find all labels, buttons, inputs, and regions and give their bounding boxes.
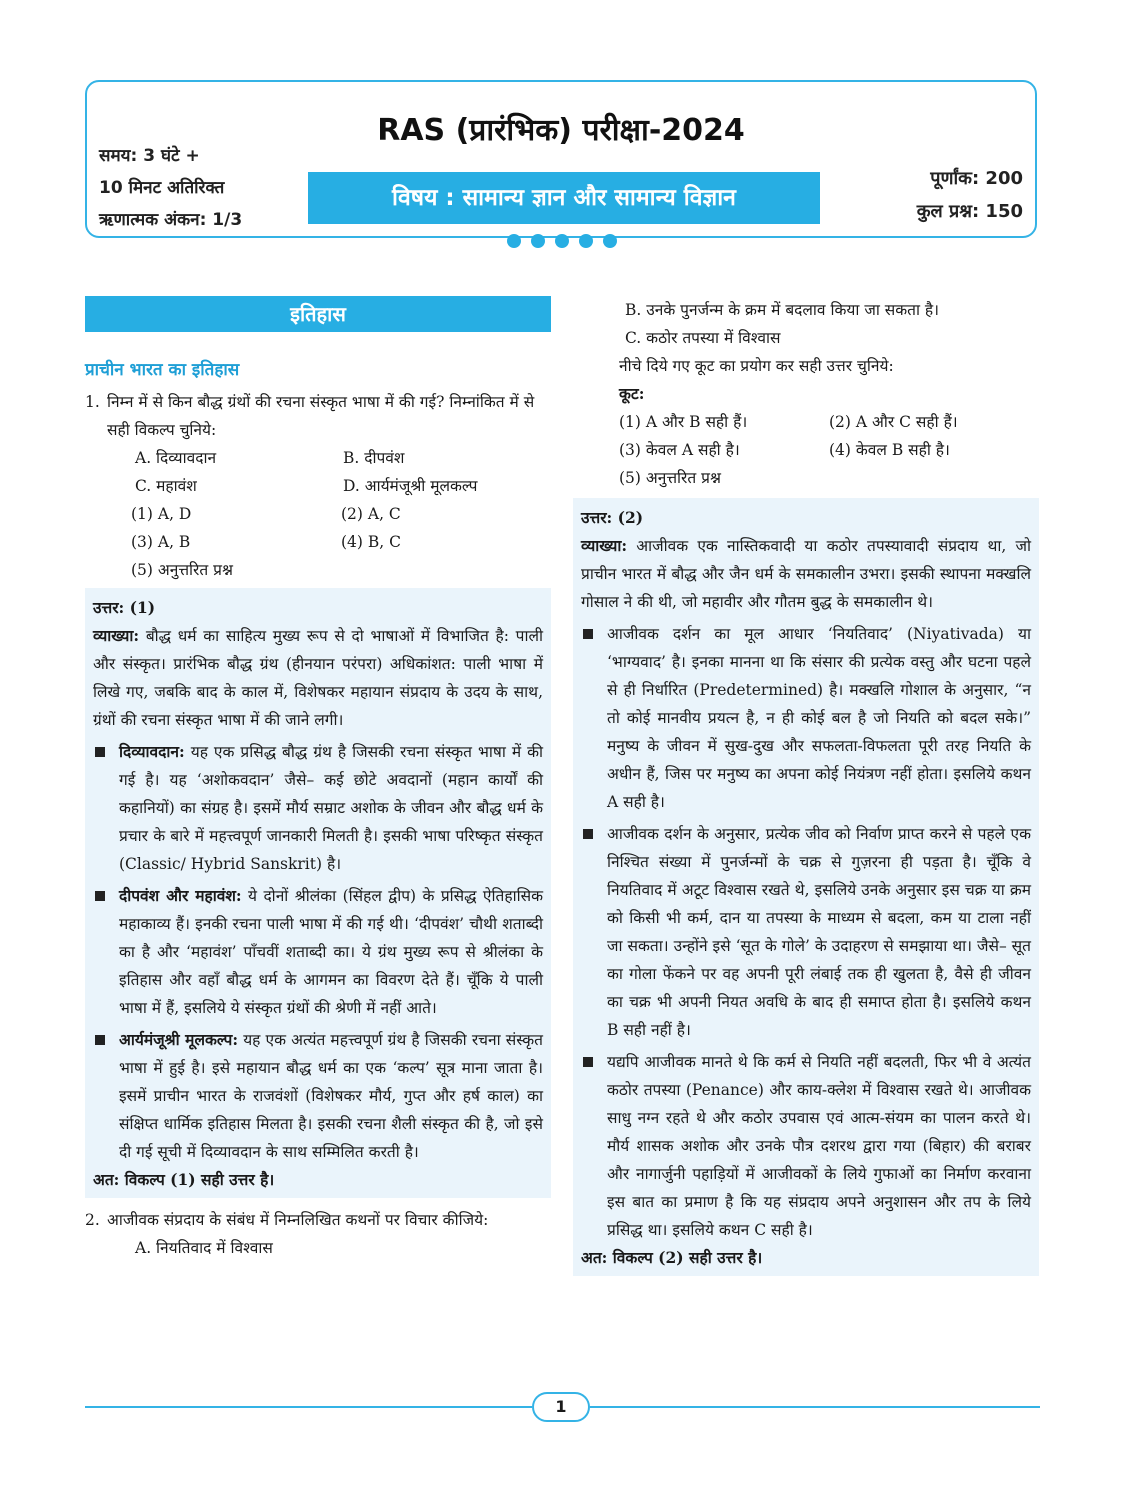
bullet-penance bbox=[581, 1048, 1031, 1244]
bullet-text: यह एक प्रसिद्ध बौद्ध ग्रंथ है जिसकी रचना संस्कृत भाषा में की गई है। यह ‘अशोकवदान’ जैसे– कई छोटे अवदानों (महान कार्यों की कहानियों) का संग्रह है। इसमें मौर्य सम्राट अशोक के जीवन और बौद्ध धर्म के प्रचार के बारे में महत्त्वपूर्ण जानकारी मिलती है। इसकी भाषा परिष्कृत संस्कृत (Classic/ Hybrid Sanskrit) है। bbox=[119, 743, 543, 873]
option-list bbox=[85, 500, 551, 584]
question-number: 1. bbox=[85, 393, 100, 411]
bullet-label: दिव्यावदान: bbox=[119, 742, 185, 761]
answer-box-1 bbox=[85, 588, 551, 1198]
bullet-niyativada bbox=[581, 620, 1031, 816]
square-bullet-icon bbox=[583, 629, 593, 639]
exam-header bbox=[85, 80, 1037, 238]
explanation-label: व्याख्या: bbox=[93, 626, 140, 645]
option-list bbox=[573, 408, 1039, 492]
option-1: (1) A, D bbox=[131, 505, 192, 523]
exam-meta-right bbox=[917, 162, 1023, 228]
time-label: समय: 3 घंटे + bbox=[99, 146, 200, 166]
right-column bbox=[573, 296, 1039, 1276]
bullet-divyavadan bbox=[93, 738, 543, 878]
answer-box-2 bbox=[573, 498, 1039, 1276]
statement-c: C. महावंश bbox=[135, 477, 197, 495]
bullet-text: आजीवक दर्शन के अनुसार, प्रत्येक जीव को निर्वाण प्राप्त करने से पहले एक निश्चित संख्या में पुनर्जन्मों के चक्र से गुज़रना ही पड़ता है। चूँकि वे नियतिवाद में अटूट विश्वास रखते थे, इसलिये उनके अनुसार इस चक्र या क्रम को किसी भी कर्म, दान या तपस्या के माध्यम से बदला, कम या टाला नहीं जा सकता। उन्होंने इसे ‘सूत के गोले’ के उदाहरण से समझाया था। जैसे– सूत का गोला फेंकने पर वह अपनी पूरी लंबाई तक ही खुलता है, वैसे ही जीवन का चक्र भी अपनी नियत अवधि के बाद ही समाप्त होता है। इसलिये कथन B सही नहीं है। bbox=[607, 825, 1031, 1039]
answer-label: उत्तर: (1) bbox=[93, 598, 156, 617]
page-number: 1 bbox=[532, 1392, 590, 1422]
answer-label: उत्तर: (2) bbox=[581, 508, 644, 527]
dot-icon bbox=[531, 234, 545, 248]
footer-rule-left bbox=[85, 1406, 532, 1408]
question-text: आजीवक संप्रदाय के संबंध में निम्नलिखित कथनों पर विचार कीजिये: bbox=[107, 1211, 489, 1229]
exam-meta-left bbox=[99, 140, 242, 236]
dot-icon bbox=[603, 234, 617, 248]
subsection-heading: प्राचीन भारत का इतिहास bbox=[85, 360, 240, 380]
statement-d: D. आर्यमंजूश्री मूलकल्प bbox=[343, 477, 478, 495]
statement-b: B. उनके पुनर्जन्म के क्रम में बदलाव किया जा सकता है। bbox=[625, 301, 940, 319]
bullet-text: आजीवक दर्शन का मूल आधार ‘नियतिवाद’ (Niyativada) या ‘भाग्यवाद’ है। इनका मानना था कि संसार की प्रत्येक वस्तु और घटना पहले से ही निर्धारित (Predetermined) है। मक्खलि गोशाल के अनुसार, “न तो कोई मानवीय प्रयत्न है, न ही कोई बल है जो नियति को बदल सके।” मनुष्य के जीवन में सुख-दुख और सफलता-विफलता पूरी तरह नियति के अधीन हैं, जिस पर मनुष्य का अपना कोई नियंत्रण नहीं होता। इसलिये कथन A सही है। bbox=[607, 625, 1031, 811]
option-2: (2) A और C सही हैं। bbox=[829, 413, 958, 431]
square-bullet-icon bbox=[95, 1035, 105, 1045]
total-questions-label: कुल प्रश्न: 150 bbox=[916, 201, 1023, 222]
bullet-label: दीपवंश और महावंश: bbox=[119, 886, 242, 905]
statement-a: A. नियतिवाद में विश्वास bbox=[135, 1239, 273, 1257]
question-2 bbox=[85, 1206, 551, 1234]
bullet-text: यद्यपि आजीवक मानते थे कि कर्म से नियति नहीं बदलती, फिर भी वे अत्यंत कठोर तपस्या (Penance) और काय-क्लेश में विश्वास रखते थे। आजीवक साधु नग्न रहते थे और कठोर उपवास एवं आत्म-संयम का पालन करते थे। मौर्य शासक अशोक और उनके पौत्र दशरथ द्वारा गया (बिहार) की बराबर और नागार्जुनी पहाड़ियों में आजीवकों के लिये गुफाओं का निर्माण करवाना इस बात का प्रमाण है कि यह संप्रदाय अपने अनुशासन और तप के लिये प्रसिद्ध था। इसलिये कथन C सही है। bbox=[607, 1053, 1031, 1239]
explanation-text: आजीवक एक नास्तिकवादी या कठोर तपस्यावादी संप्रदाय था, जो प्राचीन भारत में बौद्ध और जैन धर्म के समकालीन उभरा। इसकी स्थापना मक्खलि गोसाल ने की थी, जो महावीर और गौतम बुद्ध के समकालीन थे। bbox=[581, 537, 1031, 611]
bullet-label: आर्यमंजूश्री मूलकल्प: bbox=[119, 1030, 239, 1049]
option-3: (3) A, B bbox=[131, 533, 191, 551]
bullet-dipavamsa bbox=[93, 882, 543, 1022]
option-4: (4) B, C bbox=[341, 533, 401, 551]
dot-icon bbox=[579, 234, 593, 248]
statement-b: B. दीपवंश bbox=[343, 449, 405, 467]
subject-banner: विषय : सामान्य ज्ञान और सामान्य विज्ञान bbox=[308, 172, 820, 224]
max-marks-label: पूर्णांक: 200 bbox=[930, 168, 1023, 189]
question-number: 2. bbox=[85, 1211, 100, 1229]
question-text: निम्न में से किन बौद्ध ग्रंथों की रचना संस्कृत भाषा में की गई? निम्नांकित में से सही विकल्प चुनिये: bbox=[107, 393, 535, 439]
bullet-manjushri bbox=[93, 1026, 543, 1166]
dot-icon bbox=[507, 234, 521, 248]
option-4: (4) केवल B सही है। bbox=[829, 441, 950, 459]
option-1: (1) A और B सही हैं। bbox=[619, 413, 748, 431]
left-column bbox=[85, 296, 551, 1262]
square-bullet-icon bbox=[583, 829, 593, 839]
statement-list bbox=[85, 444, 551, 500]
statement-c: C. कठोर तपस्या में विश्वास bbox=[625, 329, 781, 347]
code-prompt: नीचे दिये गए कूट का प्रयोग कर सही उत्तर चुनिये: bbox=[619, 357, 894, 375]
conclusion: अत: विकल्प (2) सही उत्तर है। bbox=[581, 1248, 763, 1267]
option-2: (2) A, C bbox=[341, 505, 401, 523]
section-heading: इतिहास bbox=[85, 296, 551, 332]
extra-time-label: 10 मिनट अतिरिक्त bbox=[99, 178, 225, 198]
conclusion: अत: विकल्प (1) सही उत्तर है। bbox=[93, 1170, 275, 1189]
explanation-label: व्याख्या: bbox=[581, 536, 628, 555]
bullet-text: ये दोनों श्रीलंका (सिंहल द्वीप) के प्रसिद्ध ऐतिहासिक महाकाव्य हैं। इनकी रचना पाली भाषा में की गई थी। ‘दीपवंश’ चौथी शताब्दी का है और ‘महावंश’ पाँचवीं शताब्दी का। ये ग्रंथ मुख्य रूप से श्रीलंका के इतिहास और वहाँ बौद्ध धर्म के आगमन का विवरण देते हैं। चूँकि ये पाली भाषा में हैं, इसलिये ये संस्कृत ग्रंथों की श्रेणी में नहीं आते। bbox=[119, 887, 543, 1017]
explanation bbox=[93, 622, 543, 734]
code-label: कूट: bbox=[619, 384, 645, 403]
negative-marking-label: ऋणात्मक अंकन: 1/3 bbox=[99, 210, 243, 230]
question-1 bbox=[85, 388, 551, 444]
explanation-text: बौद्ध धर्म का साहित्य मुख्य रूप से दो भाषाओं में विभाजित है: पाली और संस्कृत। प्रारंभिक बौद्ध ग्रंथ (हीनयान परंपरा) अधिकांशत: पाली भाषा में लिखे गए, जबकि बाद के काल में, विशेषकर महायान संप्रदाय के उदय के साथ, ग्रंथों की रचना संस्कृत भाषा में की जाने लगी। bbox=[93, 627, 543, 729]
decorative-dots bbox=[507, 234, 617, 248]
dot-icon bbox=[555, 234, 569, 248]
bullet-rebirth bbox=[581, 820, 1031, 1044]
statement-a: A. दिव्यावदान bbox=[135, 449, 217, 467]
bullet-text: यह एक अत्यंत महत्त्वपूर्ण ग्रंथ है जिसकी रचना संस्कृत भाषा में हुई है। इसे महायान बौद्ध धर्म का एक ‘कल्प’ सूत्र माना जाता है। इसमें प्राचीन भारत के राजवंशों (विशेषकर मौर्य, गुप्त और हर्ष काल) का संक्षिप्त धार्मिक इतिहास मिलता है। इसकी रचना शैली संस्कृत की है, जो इसे दी गई सूची में दिव्यावदान के साथ सम्मिलित करती है। bbox=[119, 1031, 543, 1161]
option-5: (5) अनुत्तरित प्रश्न bbox=[131, 561, 233, 579]
option-5: (5) अनुत्तरित प्रश्न bbox=[619, 469, 721, 487]
explanation bbox=[581, 532, 1031, 616]
option-3: (3) केवल A सही है। bbox=[619, 441, 740, 459]
square-bullet-icon bbox=[95, 747, 105, 757]
square-bullet-icon bbox=[95, 891, 105, 901]
exam-title: RAS (प्रारंभिक) परीक्षा-2024 bbox=[377, 113, 745, 148]
footer-rule-right bbox=[590, 1406, 1040, 1408]
square-bullet-icon bbox=[583, 1057, 593, 1067]
